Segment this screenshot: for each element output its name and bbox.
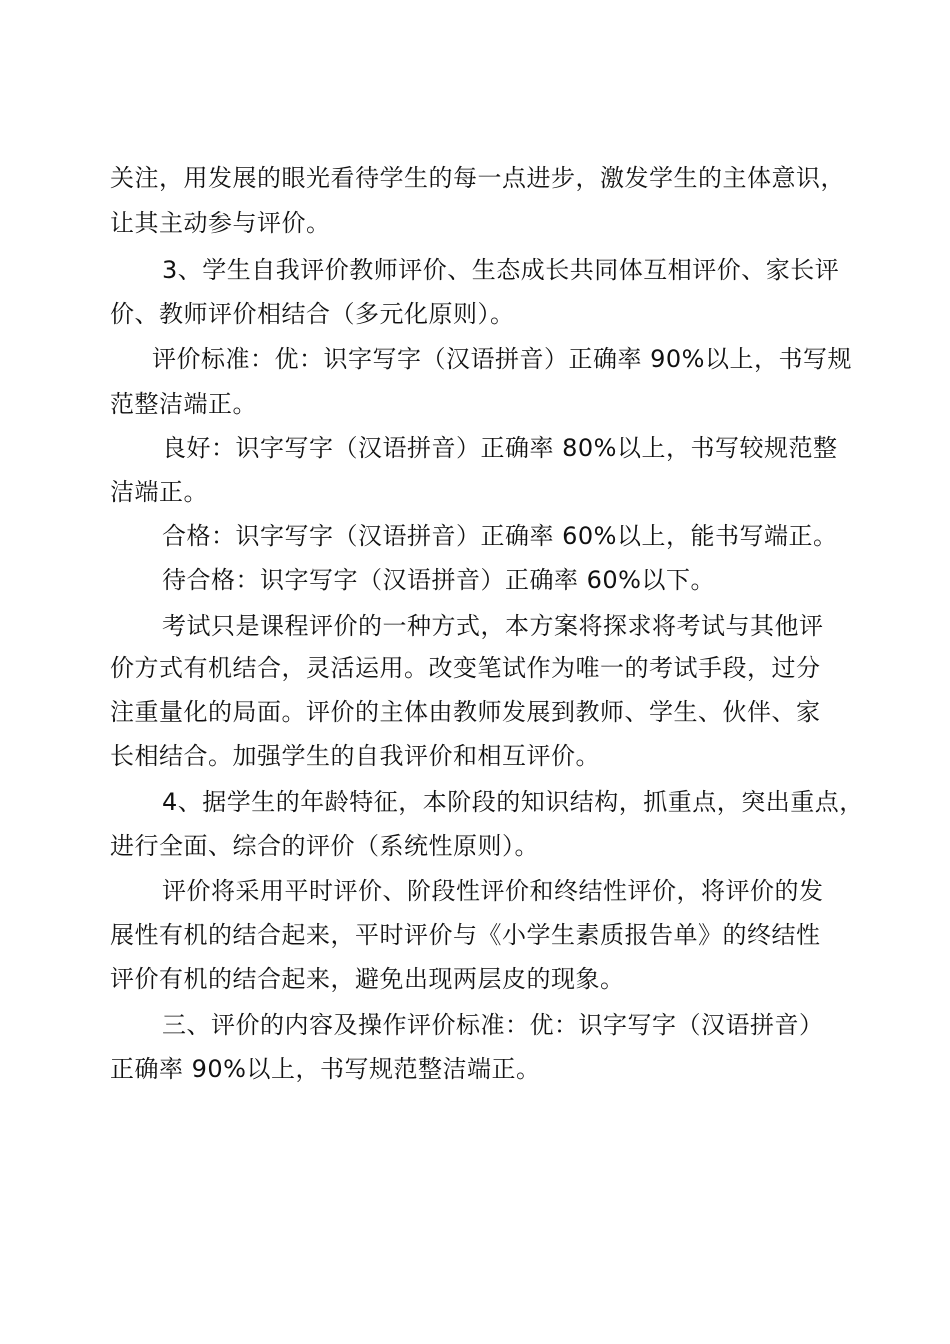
text-line: 3、学生自我评价教师评价、生态成长共同体互相评价、家长评 xyxy=(162,256,840,284)
text-line: 正确率 90%以上，书写规范整洁端正。 xyxy=(110,1055,541,1083)
text-line: 让其主动参与评价。 xyxy=(110,209,331,237)
text-line: 关注，用发展的眼光看待学生的每一点进步，激发学生的主体意识， xyxy=(110,164,845,192)
text-line: 洁端正。 xyxy=(110,478,208,506)
text-line: 三、评价的内容及操作评价标准：优：识字写字（汉语拼音） xyxy=(162,1011,824,1039)
text-line: 价、教师评价相结合（多元化原则）。 xyxy=(110,300,515,328)
text-line: 合格：识字写字（汉语拼音）正确率 60%以上，能书写端正。 xyxy=(162,522,838,550)
text-line: 评价将采用平时评价、阶段性评价和终结性评价，将评价的发 xyxy=(162,877,824,905)
text-line: 4、据学生的年龄特征，本阶段的知识结构，抓重点，突出重点， xyxy=(162,788,864,816)
text-line: 进行全面、综合的评价（系统性原则）。 xyxy=(110,832,539,860)
text-line: 待合格：识字写字（汉语拼音）正确率 60%以下。 xyxy=(162,566,715,594)
text-line: 良好：识字写字（汉语拼音）正确率 80%以上，书写较规范整 xyxy=(162,434,838,462)
text-line: 评价有机的结合起来，避免出现两层皮的现象。 xyxy=(110,965,625,993)
text-line: 评价标准：优：识字写字（汉语拼音）正确率 90%以上，书写规 xyxy=(152,345,852,373)
text-line: 范整洁端正。 xyxy=(110,390,257,418)
text-line: 注重量化的局面。评价的主体由教师发展到教师、学生、伙伴、家 xyxy=(110,698,821,726)
text-line: 考试只是课程评价的一种方式，本方案将探求将考试与其他评 xyxy=(162,612,824,640)
text-line: 展性有机的结合起来，平时评价与《小学生素质报告单》的终结性 xyxy=(110,921,821,949)
text-line: 长相结合。加强学生的自我评价和相互评价。 xyxy=(110,742,600,770)
text-line: 价方式有机结合，灵活运用。改变笔试作为唯一的考试手段，过分 xyxy=(110,654,821,682)
